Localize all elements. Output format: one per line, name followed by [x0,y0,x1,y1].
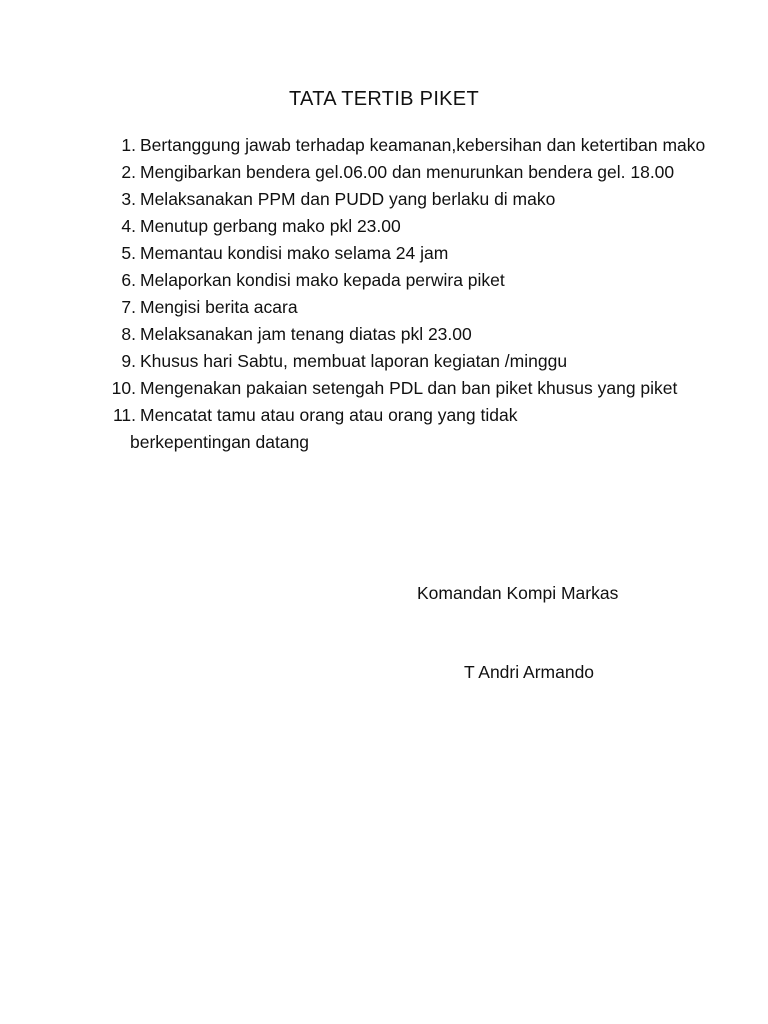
signature-name: T Andri Armando [464,662,595,682]
rule-text: Menutup gerbang mako pkl 23.00 [140,216,401,236]
rule-number: 1. [121,135,136,155]
rule-item [104,294,724,321]
rule-item [104,159,724,186]
rule-text: Khusus hari Sabtu, membuat laporan kegiatan /minggu [140,351,568,371]
rule-item [104,402,724,456]
rule-item [104,348,724,375]
rule-text: Mengisi berita acara [140,297,298,317]
rule-number: 4. [121,216,136,236]
rule-item [104,132,724,159]
rule-number: 9. [121,351,136,371]
rule-text: Mengibarkan bendera gel.06.00 dan menurunkan bendera gel. 18.00 [140,162,675,182]
rule-number: 2. [121,162,136,182]
rule-item [104,240,724,267]
rule-item [104,213,724,240]
rule-item [104,186,724,213]
rule-number: 6. [121,270,136,290]
rule-text: Mengenakan pakaian setengah PDL dan ban piket khusus yang piket [140,378,678,398]
signature-role: Komandan Kompi Markas [417,583,619,603]
rule-text: Melaporkan kondisi mako kepada perwira piket [140,270,505,290]
rule-text: Melaksanakan jam tenang diatas pkl 23.00 [140,324,472,344]
rule-text: Memantau kondisi mako selama 24 jam [140,243,449,263]
rule-item [104,321,724,348]
document-title: TATA TERTIB PIKET [289,88,479,110]
rule-number: 10. [111,378,136,398]
rule-number: 7. [121,297,136,317]
rules-list [104,132,724,456]
rule-text: Bertanggung jawab terhadap keamanan,kebersihan dan ketertiban mako [140,135,706,155]
rule-number: 11. [112,405,136,425]
rule-number: 8. [121,324,136,344]
rule-text: Mencatat tamu atau orang atau orang yang tidak [140,405,518,425]
rule-number: 5. [121,243,136,263]
rule-item [104,375,724,402]
rule-item [104,267,724,294]
rule-number: 3. [121,189,136,209]
rule-text: Melaksanakan PPM dan PUDD yang berlaku di mako [140,189,556,209]
rule-text-continuation: berkepentingan datang [130,432,310,452]
